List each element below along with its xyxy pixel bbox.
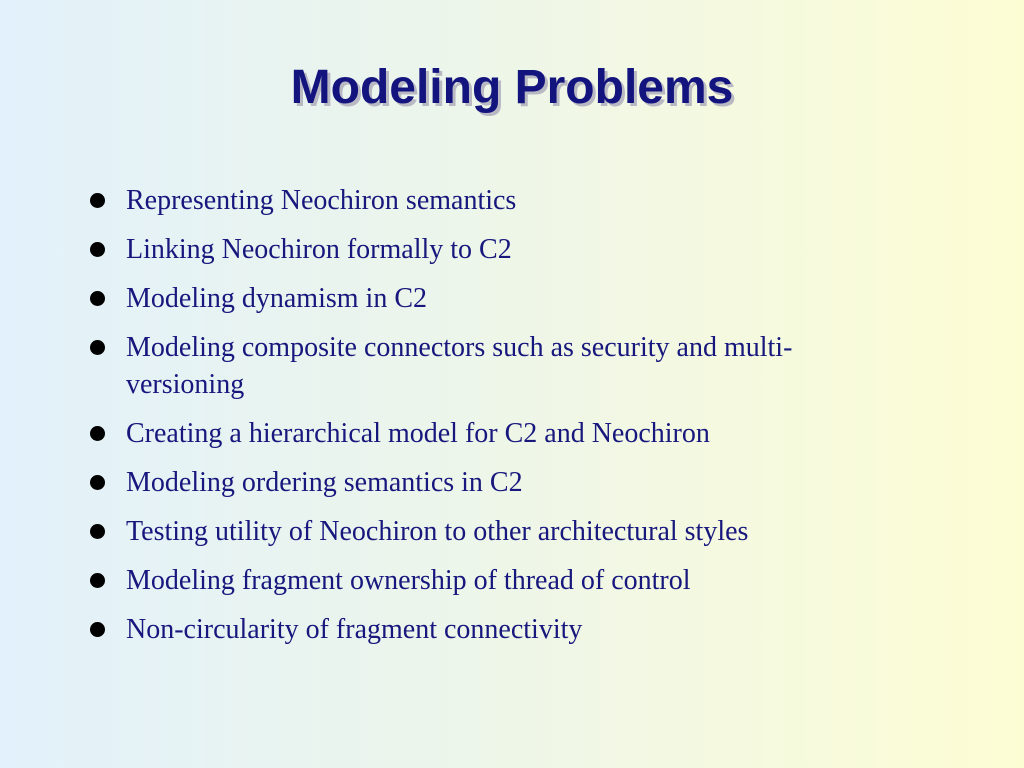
bullet-item (88, 280, 908, 317)
bullet-item (88, 231, 908, 268)
bullet-text: Modeling ordering semantics in C2 (126, 467, 523, 498)
bullet-item (88, 329, 908, 403)
bullet-dot-icon (90, 242, 105, 257)
bullet-dot-icon (90, 426, 105, 441)
bullet-dot-icon (90, 622, 105, 637)
bullet-item (88, 415, 908, 452)
bullet-text: Linking Neochiron formally to C2 (126, 234, 512, 265)
bullet-text: Modeling composite connectors such as security and multi-versioning (126, 332, 793, 400)
bullet-list (88, 182, 908, 660)
bullet-text: Representing Neochiron semantics (126, 185, 517, 216)
bullet-dot-icon (90, 340, 105, 355)
bullet-item (88, 513, 908, 550)
bullet-item (88, 464, 908, 501)
bullet-dot-icon (90, 193, 105, 208)
bullet-item (88, 562, 908, 599)
bullet-text: Testing utility of Neochiron to other architectural styles (126, 516, 749, 547)
slide-title: Modeling Problems (290, 61, 734, 114)
bullet-text: Non-circularity of fragment connectivity (126, 614, 583, 645)
bullet-dot-icon (90, 573, 105, 588)
bullet-dot-icon (90, 291, 105, 306)
bullet-dot-icon (90, 524, 105, 539)
bullet-dot-icon (90, 475, 105, 490)
bullet-item (88, 611, 908, 648)
bullet-text: Creating a hierarchical model for C2 and Neochiron (126, 418, 710, 449)
bullet-item (88, 182, 908, 219)
bullet-text: Modeling dynamism in C2 (126, 283, 427, 314)
bullet-text: Modeling fragment ownership of thread of control (126, 565, 691, 596)
